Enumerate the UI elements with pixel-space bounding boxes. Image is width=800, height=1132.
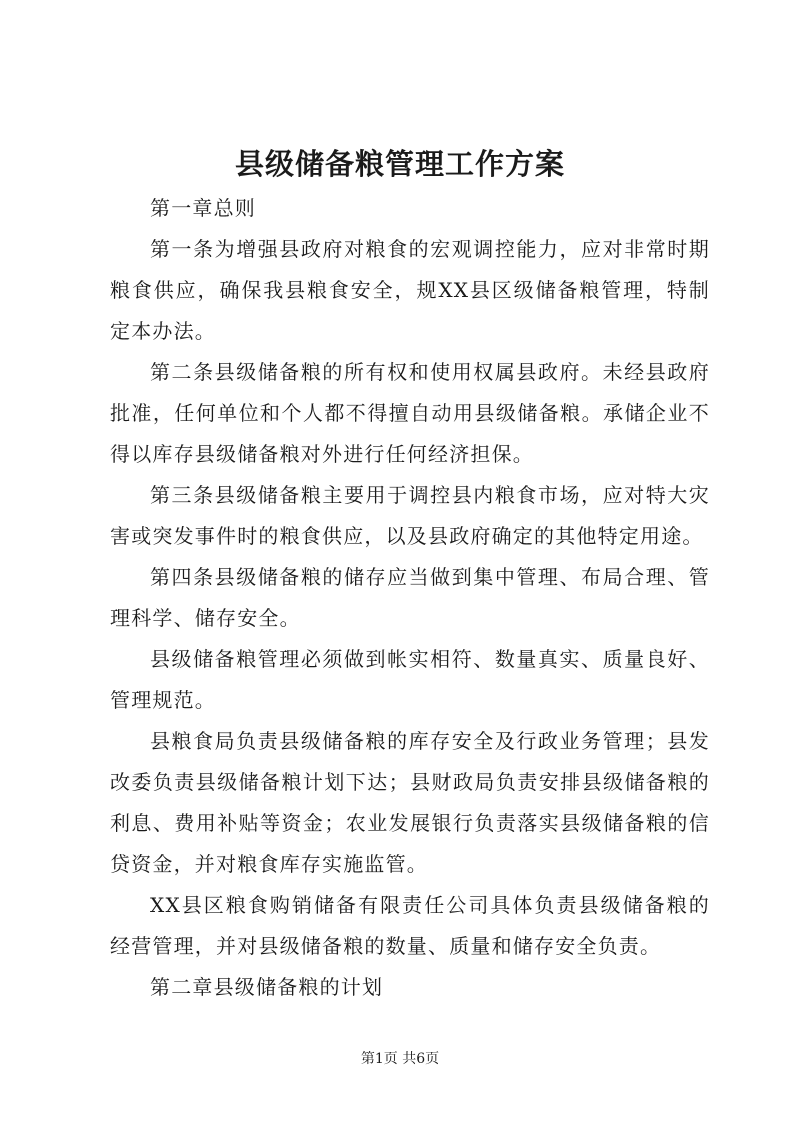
paragraph: 第二条县级储备粮的所有权和使用权属县政府。未经县政府批准，任何单位和个人都不得擅自动用县级储备粮。承储企业不得以库存县级储备粮对外进行任何经济担保。 — [110, 360, 710, 466]
paragraph: 第一条为增强县政府对粮食的宏观调控能力，应对非常时期粮食供应，确保我县粮食安全，规XX县区级储备粮管理，特制定本办法。 — [110, 237, 710, 343]
document-body — [110, 188, 710, 1008]
paragraph: 县级储备粮管理必须做到帐实相符、数量真实、质量良好、管理规范。 — [110, 647, 710, 712]
paragraph: 第四条县级储备粮的储存应当做到集中管理、布局合理、管理科学、储存安全。 — [110, 565, 710, 630]
page-title: 县级储备粮管理工作方案 — [234, 147, 565, 181]
chapter-heading: 第二章县级储备粮的计划 — [150, 975, 384, 999]
paragraph: 第三条县级储备粮主要用于调控县内粮食市场，应对特大灾害或突发事件时的粮食供应，以及县政府确定的其他特定用途。 — [110, 483, 710, 548]
page-footer: 第1页 共6页 — [360, 1051, 440, 1067]
chapter-heading: 第一章总则 — [150, 196, 256, 220]
paragraph: 县粮食局负责县级储备粮的库存安全及行政业务管理；县发改委负责县级储备粮计划下达；县财政局负责安排县级储备粮的利息、费用补贴等资金；农业发展银行负责落实县级储备粮的信贷资金，并对粮食库存实施监管。 — [110, 729, 710, 876]
paragraph: XX县区粮食购销储备有限责任公司具体负责县级储备粮的经营管理，并对县级储备粮的数量、质量和储存安全负责。 — [110, 893, 710, 958]
